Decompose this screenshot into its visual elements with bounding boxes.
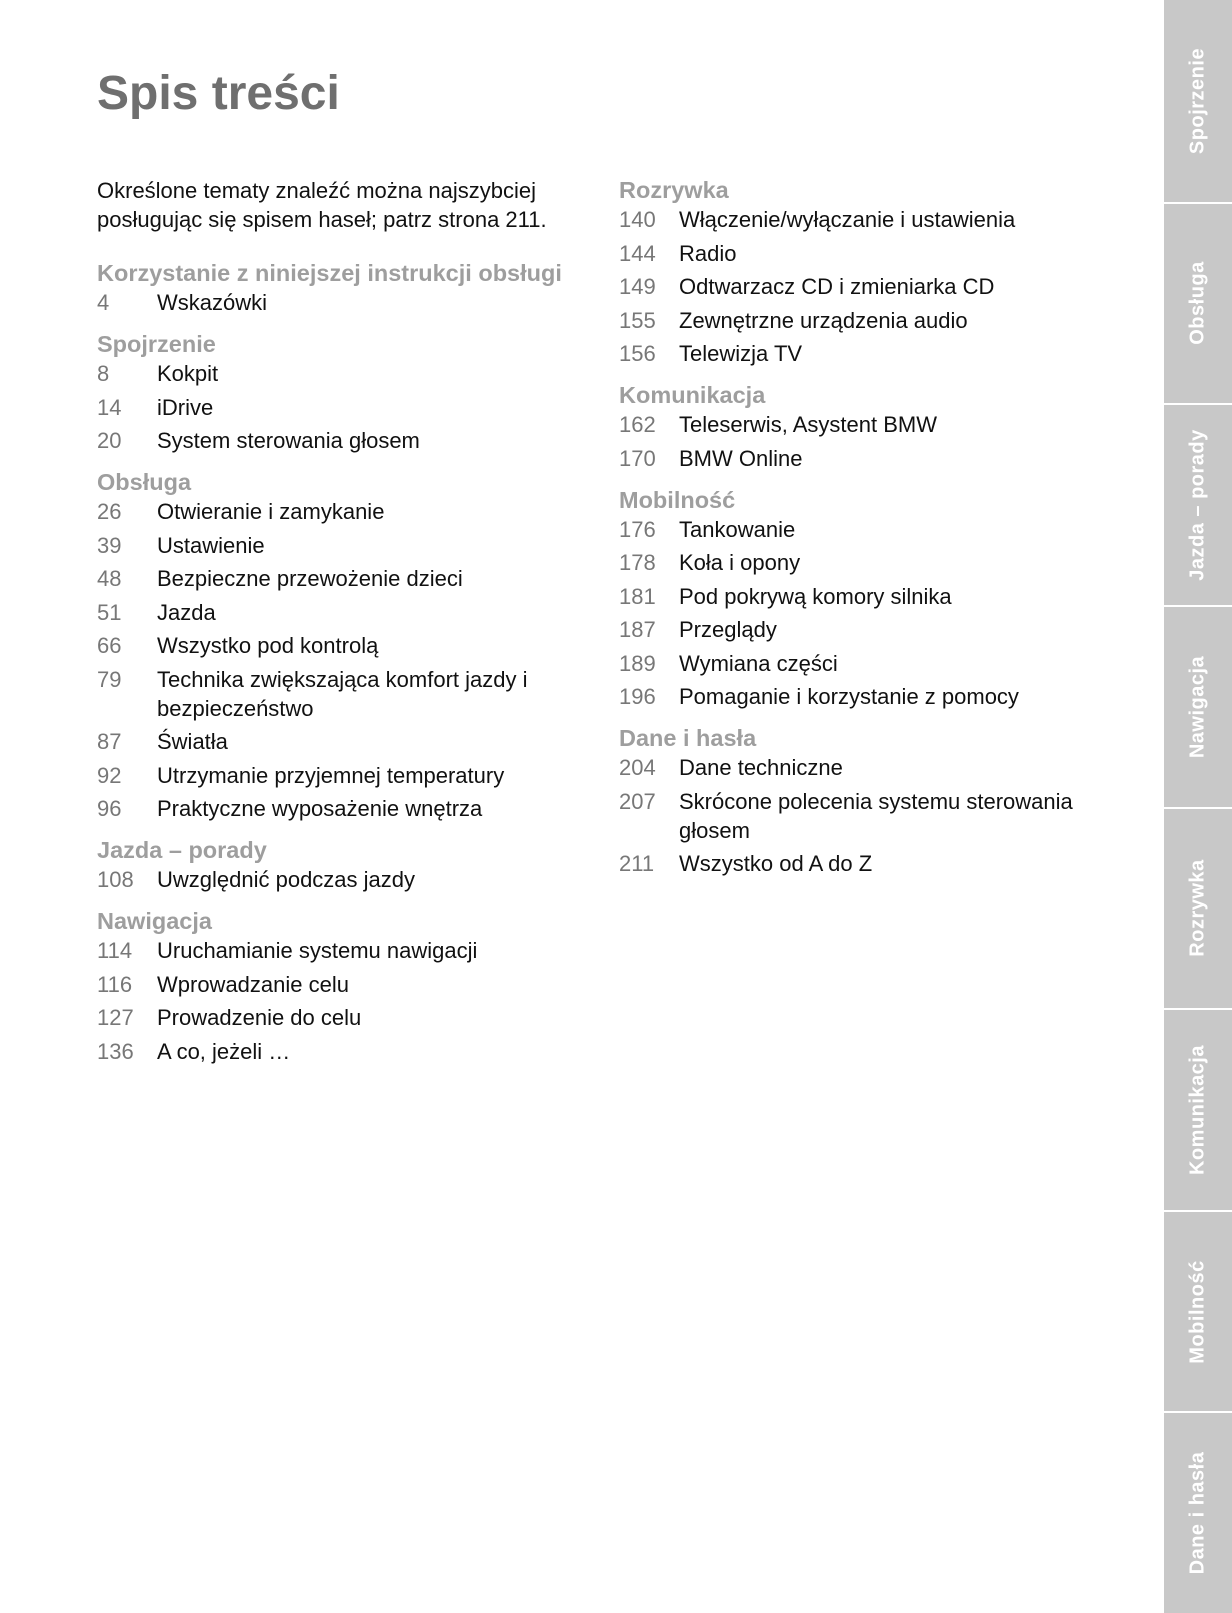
toc-section-jazda-porady (97, 836, 577, 894)
toc-entry[interactable] (619, 615, 1109, 644)
entry-title: Jazda (157, 599, 216, 625)
entry-title: Dane techniczne (679, 755, 843, 780)
section-title: Korzystanie z niniejszej instrukcji obsługi (97, 260, 562, 286)
page-number: 178 (619, 550, 656, 575)
entry-title: Zewnętrzne urządzenia audio (679, 307, 968, 333)
entry-title: iDrive (157, 394, 214, 420)
side-tab-dane-i-hasla[interactable] (1164, 1411, 1232, 1613)
entry-title: Wszystko pod kontrolą (157, 633, 379, 658)
entry-title: Otwieranie i zamykanie (157, 499, 385, 524)
side-tab-label: Nawigacja (1186, 655, 1209, 758)
page-number: 196 (619, 684, 656, 709)
toc-entry[interactable] (97, 598, 577, 627)
page-number: 20 (97, 428, 122, 453)
page-number: 8 (97, 361, 110, 386)
section-title: Nawigacja (97, 908, 212, 934)
entry-title: Radio (679, 240, 737, 266)
entry-title: Teleserwis, Asystent BMW (679, 412, 937, 437)
page-number: 187 (619, 617, 656, 642)
side-tab-label: Jazda – porady (1186, 429, 1209, 581)
entry-title: Koła i opony (679, 550, 801, 575)
side-tab-label: Komunikacja (1186, 1044, 1209, 1175)
page-number: 96 (97, 796, 122, 821)
toc-entry[interactable] (97, 761, 577, 790)
toc-entry[interactable] (97, 631, 577, 660)
entry-title: BMW Online (679, 445, 803, 471)
entry-title: Przeglądy (679, 617, 777, 642)
entry-title: Odtwarzacz CD i zmieniarka CD (679, 274, 995, 299)
page-number: 162 (619, 412, 656, 437)
toc-entry[interactable] (619, 649, 1109, 678)
toc-entry[interactable] (619, 548, 1109, 577)
toc-entry[interactable] (97, 794, 577, 823)
side-tab-rozrywka[interactable] (1164, 807, 1232, 1009)
entry-title: Kokpit (157, 361, 219, 386)
entry-title: A co, jeżeli … (157, 1038, 291, 1064)
toc-entry[interactable] (97, 727, 577, 756)
toc-section-rozrywka (619, 176, 1109, 368)
side-tab-label: Spojrzenie (1186, 47, 1209, 154)
section-title: Spojrzenie (97, 331, 216, 357)
side-tab-jazda-porady[interactable] (1164, 403, 1232, 605)
toc-entry[interactable] (619, 410, 1109, 439)
entry-title: Włączenie/wyłączanie i ustawienia (679, 207, 1016, 232)
section-title: Jazda – porady (97, 837, 267, 863)
toc-entry[interactable] (619, 582, 1109, 611)
side-tab-obsluga[interactable] (1164, 202, 1232, 404)
toc-entry[interactable] (619, 849, 1109, 878)
toc-right-column (619, 176, 1109, 891)
intro-text: Określone tematy znaleźć można najszybciej posługując się spisem haseł; patrz strona 211. (97, 178, 547, 232)
toc-entry[interactable] (97, 665, 577, 723)
entry-title: Pod pokrywą komory silnika (679, 583, 952, 609)
toc-entry[interactable] (97, 1003, 577, 1032)
section-title: Rozrywka (619, 177, 729, 203)
toc-entry[interactable] (97, 564, 577, 593)
page-number: 92 (97, 762, 122, 788)
toc-entry[interactable] (97, 936, 577, 965)
page-number: 140 (619, 207, 656, 232)
page-number: 211 (619, 851, 655, 876)
page-number: 51 (97, 599, 122, 625)
entry-title: Wskazówki (157, 290, 268, 315)
toc-left-column (97, 176, 577, 1079)
toc-entry[interactable] (619, 682, 1109, 711)
entry-title: Wymiana części (679, 650, 838, 676)
entry-title: Technika zwiększająca komfort jazdy i bezpieczeństwo (157, 666, 528, 721)
entry-title: Uwzględnić podczas jazdy (157, 867, 416, 892)
page-number: 87 (97, 729, 122, 754)
entry-title: Skrócone polecenia systemu sterowania głosem (679, 788, 1073, 843)
entry-title: Pomaganie i korzystanie z pomocy (679, 684, 1019, 709)
entry-title: Utrzymanie przyjemnej temperatury (157, 762, 505, 788)
page-number: 127 (97, 1005, 134, 1030)
section-tabs-sidebar (1164, 0, 1232, 1613)
toc-section-obsluga (97, 468, 577, 823)
page-number: 144 (619, 240, 656, 266)
entry-title: Wszystko od A do Z (679, 851, 873, 876)
toc-section-nawigacja (97, 907, 577, 1066)
side-tab-nawigacja[interactable] (1164, 605, 1232, 807)
page-number: 114 (97, 938, 133, 963)
toc-section-spojrzenie (97, 330, 577, 455)
page-number: 155 (619, 307, 656, 333)
toc-entry[interactable] (619, 339, 1109, 368)
entry-title: Prowadzenie do celu (157, 1005, 362, 1030)
toc-entry[interactable] (619, 272, 1109, 301)
right-sections (619, 176, 1109, 878)
page-number: 204 (619, 755, 656, 780)
section-title: Obsługa (97, 469, 192, 495)
page-number: 116 (97, 971, 133, 997)
side-tab-komunikacja[interactable] (1164, 1008, 1232, 1210)
toc-entry[interactable] (97, 426, 577, 455)
toc-section-komunikacja (619, 381, 1109, 473)
side-tab-mobilnosc[interactable] (1164, 1210, 1232, 1412)
toc-entry[interactable] (97, 497, 577, 526)
page-number: 207 (619, 788, 656, 814)
toc-entry[interactable] (619, 444, 1109, 473)
page-number: 170 (619, 445, 656, 471)
page-number: 149 (619, 274, 656, 299)
toc-section-korzystanie-z-niniejszej-instrukcji-obslugi (97, 259, 577, 317)
toc-entry[interactable] (97, 288, 577, 317)
side-tab-label: Rozrywka (1186, 859, 1209, 957)
entry-title: Wprowadzanie celu (157, 971, 349, 997)
entry-title: Bezpieczne przewożenie dzieci (157, 566, 463, 591)
page-number: 39 (97, 532, 122, 558)
toc-section-dane-i-hasla (619, 724, 1109, 878)
page-title: Spis treści (97, 67, 340, 120)
page-number: 4 (97, 290, 110, 315)
side-tab-spojrzenie[interactable] (1164, 0, 1232, 202)
toc-entry[interactable] (619, 205, 1109, 234)
toc-entry[interactable] (97, 970, 577, 999)
page-number: 156 (619, 341, 656, 366)
toc-entry[interactable] (97, 1037, 577, 1066)
toc-section-mobilnosc (619, 486, 1109, 712)
section-title: Mobilność (619, 486, 736, 513)
left-sections (97, 259, 577, 1066)
page-number: 26 (97, 499, 122, 524)
page-number: 79 (97, 666, 122, 692)
toc-entry[interactable] (619, 515, 1109, 544)
page-number: 181 (619, 583, 656, 609)
toc-entry[interactable] (97, 359, 577, 388)
entry-title: Telewizja TV (679, 341, 803, 366)
entry-title: Uruchamianie systemu nawigacji (157, 938, 478, 963)
page-number: 108 (97, 867, 134, 892)
entry-title: System sterowania głosem (157, 428, 420, 453)
toc-entry[interactable] (619, 239, 1109, 268)
entry-title: Tankowanie (679, 516, 796, 542)
page-number: 14 (97, 394, 122, 420)
page-number: 136 (97, 1038, 134, 1064)
page-number: 48 (97, 566, 122, 591)
side-tab-label: Obsługa (1186, 261, 1209, 346)
side-tab-label: Dane i hasła (1186, 1451, 1209, 1575)
section-title: Dane i hasła (619, 725, 757, 751)
section-title: Komunikacja (619, 382, 766, 408)
toc-entry[interactable] (619, 306, 1109, 335)
page-number: 176 (619, 516, 656, 542)
toc-entry[interactable] (97, 393, 577, 422)
toc-entry[interactable] (619, 753, 1109, 782)
side-tab-label: Mobilność (1186, 1259, 1209, 1364)
page-number: 189 (619, 650, 656, 676)
page-number: 66 (97, 633, 122, 658)
toc-entry[interactable] (97, 531, 577, 560)
entry-title: Światła (157, 729, 228, 754)
entry-title: Praktyczne wyposażenie wnętrza (157, 796, 483, 821)
toc-entry[interactable] (619, 787, 1109, 845)
entry-title: Ustawienie (157, 532, 265, 558)
toc-entry[interactable] (97, 865, 577, 894)
